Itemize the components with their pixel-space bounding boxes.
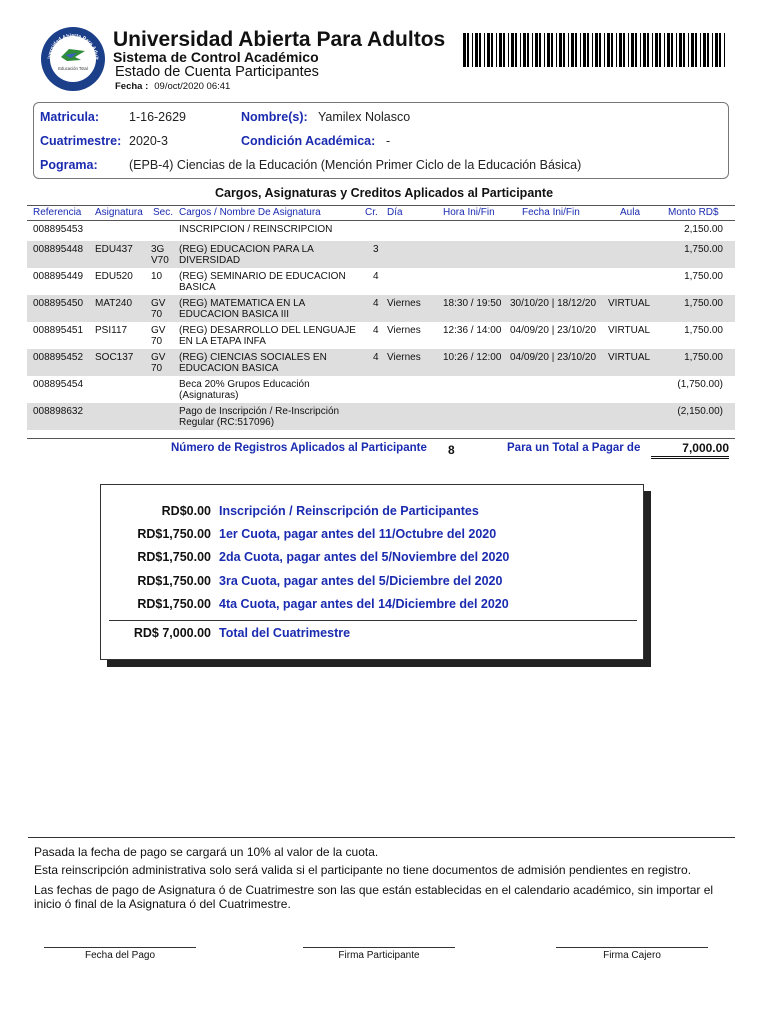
col-dia: Día bbox=[387, 207, 403, 218]
cell-monto: (2,150.00) bbox=[677, 406, 723, 417]
cell-ref: 008898632 bbox=[33, 406, 84, 417]
matricula-label: Matricula: bbox=[40, 110, 100, 124]
cell-cargo: (REG) EDUCACION PARA LA DIVERSIDAD bbox=[179, 244, 314, 266]
late-fee-note: Pasada la fecha de pago se cargará un 10% al valor de la cuota. bbox=[34, 845, 379, 859]
cell-cargo: (REG) SEMINARIO DE EDUCACION BASICA bbox=[179, 271, 346, 293]
cuatrimestre-value: 2020-3 bbox=[129, 134, 168, 148]
cell-cargo: INSCRIPCION / REINSCRIPCION bbox=[179, 224, 333, 235]
cuota-description: Inscripción / Reinscripción de Participantes bbox=[219, 504, 479, 518]
charges-table-title: Cargos, Asignaturas y Creditos Aplicados al Participante bbox=[214, 186, 554, 200]
col-cargos: Cargos / Nombre De Asignatura bbox=[179, 207, 321, 218]
table-row bbox=[27, 376, 735, 403]
total-value: 7,000.00 bbox=[651, 441, 729, 459]
charges-table-header bbox=[27, 205, 735, 221]
table-row bbox=[27, 349, 735, 376]
svg-text:Educación Total: Educación Total bbox=[58, 66, 88, 71]
programa-value: (EPB-4) Ciencias de la Educación (Mención Primer Ciclo de la Educación Básica) bbox=[129, 158, 582, 172]
cuota-row bbox=[101, 597, 645, 613]
cell-asig: SOC137 bbox=[95, 352, 134, 363]
cuota-total-amount: RD$ 7,000.00 bbox=[133, 626, 211, 640]
cell-monto: 1,750.00 bbox=[684, 352, 723, 363]
date-row bbox=[115, 81, 230, 92]
cell-ref: 008895453 bbox=[33, 224, 84, 235]
cuota-description: 3ra Cuota, pagar antes del 5/Diciembre del 2020 bbox=[219, 574, 503, 588]
col-aula: Aula bbox=[620, 207, 641, 218]
participant-info-box bbox=[33, 102, 729, 179]
cell-cr: 3 bbox=[373, 244, 379, 255]
cell-sec: 10 bbox=[151, 271, 163, 282]
cuota-amount: RD$1,750.00 bbox=[137, 550, 211, 564]
cell-asig: PSI117 bbox=[95, 325, 128, 336]
cell-sec: 3G V70 bbox=[151, 244, 169, 266]
cell-monto: 1,750.00 bbox=[684, 271, 723, 282]
footer-divider bbox=[28, 837, 735, 838]
table-row bbox=[27, 241, 735, 268]
table-totals bbox=[27, 438, 735, 456]
cell-monto: 1,750.00 bbox=[684, 298, 723, 309]
cell-cr: 4 bbox=[373, 271, 379, 282]
cell-sec: GV 70 bbox=[151, 352, 166, 374]
col-asignatura: Asignatura bbox=[95, 207, 143, 218]
cell-ref: 008895452 bbox=[33, 352, 84, 363]
registros-value: 8 bbox=[448, 443, 455, 457]
signature-line bbox=[303, 947, 455, 948]
cell-aula: VIRTUAL bbox=[608, 352, 651, 363]
cell-asig: MAT240 bbox=[95, 298, 133, 309]
cuota-total-description: Total del Cuatrimestre bbox=[219, 626, 351, 640]
cell-monto: 1,750.00 bbox=[684, 244, 723, 255]
table-row bbox=[27, 221, 735, 241]
registration-note: Esta reinscripción administrativa solo será valida si el participante no tiene documentos de admisión pendientes en registro. bbox=[34, 863, 692, 877]
payment-schedule-box bbox=[100, 484, 644, 660]
document-title: Estado de Cuenta Participantes bbox=[115, 64, 319, 80]
cell-dia: Viernes bbox=[387, 352, 421, 363]
col-referencia: Referencia bbox=[33, 207, 82, 218]
page-title: Universidad Abierta Para Adultos bbox=[113, 28, 446, 51]
cuota-description: 2da Cuota, pagar antes del 5/Noviembre del 2020 bbox=[219, 550, 510, 564]
cell-hora: 12:36 / 14:00 bbox=[443, 325, 502, 336]
table-row bbox=[27, 403, 735, 430]
cell-ref: 008895454 bbox=[33, 379, 84, 390]
col-hora: Hora Ini/Fin bbox=[443, 207, 495, 218]
cuota-amount: RD$1,750.00 bbox=[137, 527, 211, 541]
cell-dia: Viernes bbox=[387, 298, 421, 309]
cell-cargo: Beca 20% Grupos Educación (Asignaturas) bbox=[179, 379, 310, 401]
cuota-amount: RD$0.00 bbox=[161, 504, 211, 518]
cell-fecha: 04/09/20 | 23/10/20 bbox=[510, 352, 597, 363]
cuota-amount: RD$1,750.00 bbox=[137, 597, 211, 611]
table-row bbox=[27, 295, 735, 322]
date-label: Fecha : bbox=[115, 81, 149, 92]
col-cr: Cr. bbox=[365, 207, 378, 218]
cell-hora: 18:30 / 19:50 bbox=[443, 298, 502, 309]
cell-ref: 008895451 bbox=[33, 325, 84, 336]
cell-cargo: Pago de Inscripción / Re-Inscripción Regular (RC:517096) bbox=[179, 406, 340, 428]
nombre-value: Yamilex Nolasco bbox=[318, 110, 411, 124]
cell-ref: 008895450 bbox=[33, 298, 84, 309]
cell-asig: EDU520 bbox=[95, 271, 133, 282]
signature-line bbox=[556, 947, 708, 948]
cell-ref: 008895449 bbox=[33, 271, 84, 282]
cuota-row bbox=[101, 504, 645, 520]
col-monto: Monto RD$ bbox=[668, 207, 719, 218]
cell-sec: GV 70 bbox=[151, 325, 166, 347]
total-label: Para un Total a Pagar de bbox=[507, 442, 641, 454]
fecha-pago-label: Fecha del Pago bbox=[84, 950, 156, 961]
matricula-value: 1-16-2629 bbox=[129, 110, 186, 124]
nombre-label: Nombre(s): bbox=[241, 110, 308, 124]
cuota-row bbox=[101, 574, 645, 590]
cell-ref: 008895448 bbox=[33, 244, 84, 255]
cell-monto: (1,750.00) bbox=[677, 379, 723, 390]
cell-aula: VIRTUAL bbox=[608, 298, 651, 309]
col-sec: Sec. bbox=[153, 207, 174, 218]
cell-monto: 2,150.00 bbox=[684, 224, 723, 235]
firma-participante-label: Firma Participante bbox=[338, 950, 420, 961]
cuota-row bbox=[101, 550, 645, 566]
date-value: 09/oct/2020 06:41 bbox=[154, 81, 231, 92]
cuota-description: 1er Cuota, pagar antes del 11/Octubre del 2020 bbox=[219, 527, 497, 541]
col-fecha: Fecha Ini/Fin bbox=[522, 207, 580, 218]
cell-dia: Viernes bbox=[387, 325, 421, 336]
svg-text:Santiago R.D.: Santiago R.D. bbox=[57, 69, 90, 81]
programa-label: Pograma: bbox=[40, 158, 98, 172]
cell-asig: EDU437 bbox=[95, 244, 133, 255]
cell-cr: 4 bbox=[373, 298, 379, 309]
cell-cargo: (REG) DESARROLLO DEL LENGUAJE EN LA ETAPA INFA bbox=[179, 325, 356, 347]
cuota-total-row bbox=[101, 626, 645, 642]
cuota-amount: RD$1,750.00 bbox=[137, 574, 211, 588]
svg-text:Universidad Abierta Para Adult: iversidad Abierta Para Adult bbox=[46, 32, 100, 60]
cuota-row bbox=[101, 527, 645, 543]
table-row bbox=[27, 322, 735, 349]
cell-cr: 4 bbox=[373, 352, 379, 363]
firma-cajero-label: Firma Cajero bbox=[603, 950, 661, 961]
table-row bbox=[27, 268, 735, 295]
cell-aula: VIRTUAL bbox=[608, 325, 651, 336]
dates-note: Las fechas de pago de Asignatura ó de Cuatrimestre son las que están establecidas en el calendario académico, sin importar el inicio ó final de la Asignatura ó del Cuatrimestre. bbox=[34, 883, 714, 911]
condicion-value: - bbox=[386, 134, 391, 148]
divider bbox=[109, 620, 637, 621]
cell-cargo: (REG) MATEMATICA EN LA EDUCACION BASICA III bbox=[179, 298, 305, 320]
system-subtitle: Sistema de Control Académico bbox=[113, 49, 319, 65]
signature-line bbox=[44, 947, 196, 948]
university-logo bbox=[41, 27, 105, 91]
cell-fecha: 04/09/20 | 23/10/20 bbox=[510, 325, 597, 336]
cell-fecha: 30/10/20 | 18/12/20 bbox=[510, 298, 597, 309]
cuota-description: 4ta Cuota, pagar antes del 14/Diciembre del 2020 bbox=[219, 597, 509, 611]
condicion-label: Condición Académica: bbox=[241, 134, 376, 148]
barcode bbox=[463, 33, 728, 67]
registros-label: Número de Registros Aplicados al Participante bbox=[171, 442, 427, 454]
cell-cargo: (REG) CIENCIAS SOCIALES EN EDUCACION BASICA bbox=[179, 352, 327, 374]
cell-cr: 4 bbox=[373, 325, 379, 336]
cell-hora: 10:26 / 12:00 bbox=[443, 352, 502, 363]
cell-sec: GV 70 bbox=[151, 298, 166, 320]
cuatrimestre-label: Cuatrimestre: bbox=[40, 134, 122, 148]
cell-monto: 1,750.00 bbox=[684, 325, 723, 336]
